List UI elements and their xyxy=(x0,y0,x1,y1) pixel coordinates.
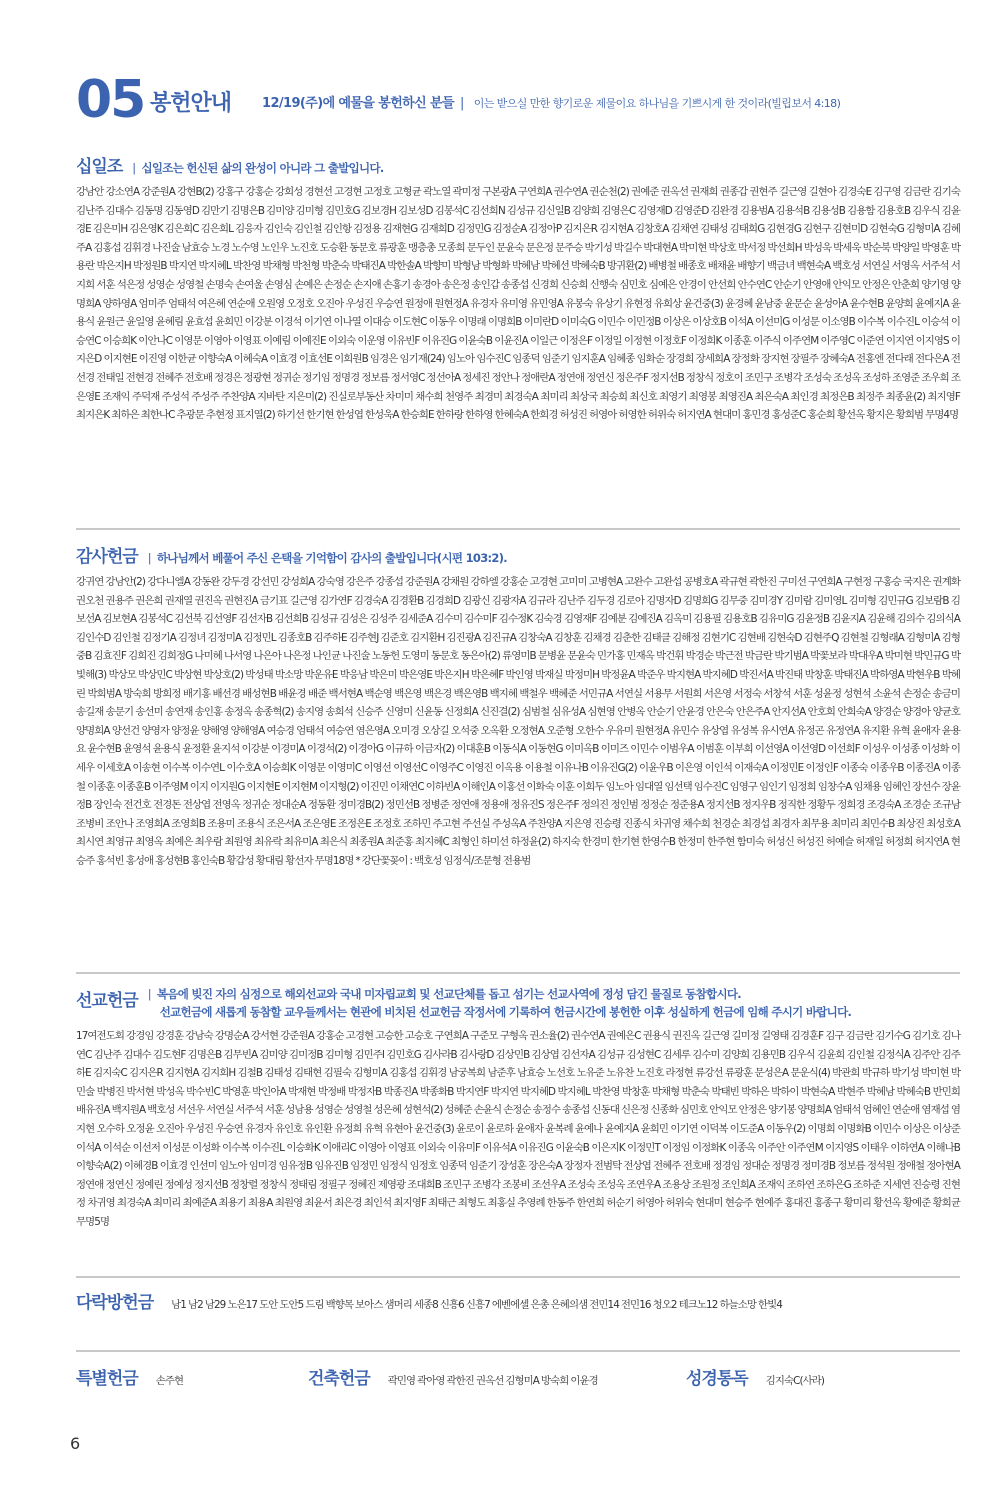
thanks-note: * 강단꽃꽂이 : 백호성 임정식/조문형 전용범 xyxy=(355,854,531,867)
tithe-description xyxy=(132,160,383,176)
mission-description-line1: 복음에 빚진 자의 심정으로 해외선교와 국내 미자립교회 및 선교단체를 돕고 섬기는 선교사역에 정성 담긴 물질로 동참합시다. xyxy=(156,987,741,1001)
tithe-description-text: 십일조는 헌신된 삶의 완성이 아니라 그 출발입니다. xyxy=(141,161,384,175)
bible-names: 김지숙C(사라) xyxy=(765,1375,825,1387)
tithe-title: 십일조 xyxy=(76,157,123,177)
thanks-title: 감사헌금 xyxy=(76,547,138,567)
section-number: 05 xyxy=(76,70,145,130)
special-offering xyxy=(76,1364,183,1391)
mission-description-line2: 선교헌금에 새롭게 동참할 교우들께서는 현관에 비치된 선교헌금 작정서에 기록하여 헌금시간에 봉헌한 이후 성실하게 헌금에 임해 주시기 바랍니다. xyxy=(159,1005,852,1019)
divider xyxy=(76,1350,960,1352)
subtitle-verse: 이는 받으실 만한 향기로운 제물이요 하나님을 기쁘시게 한 것이라(빌립보서 4:18) xyxy=(473,97,841,110)
building-names: 곽민영 곽아영 곽한진 권옥선 김형미A 방숙희 이윤경 xyxy=(387,1375,598,1387)
darakbang-title: 다락방헌금 xyxy=(76,1293,154,1313)
building-title: 건축헌금 xyxy=(308,1369,370,1389)
special-title: 특별헌금 xyxy=(76,1369,138,1389)
thanks-separator: | xyxy=(147,551,151,565)
thanks-header xyxy=(76,542,960,567)
mission-separator: | xyxy=(147,987,151,1001)
tithe-section xyxy=(76,152,960,425)
page-subtitle xyxy=(262,92,840,111)
page-number: 6 xyxy=(70,1434,81,1453)
tithe-header xyxy=(76,152,960,177)
thanks-description-text: 하나님께서 베풀어 주신 은택을 기억함이 감사의 출발입니다(시편 103:2). xyxy=(156,551,507,565)
bottom-offerings xyxy=(76,1364,960,1394)
tithe-separator: | xyxy=(132,161,136,175)
mission-header xyxy=(76,984,960,1021)
thanks-section xyxy=(76,542,960,871)
thanks-description xyxy=(148,550,507,566)
building-offering xyxy=(308,1364,598,1391)
special-names: 손주현 xyxy=(155,1375,184,1387)
tithe-names: 강남안 강소연A 강준원A 강현B(2) 강홍구 강홍순 강희성 경현선 고경현 고정호 고형균 곽노열 곽미정 구본광A 구연희A 권수연A 권순천(2) 권예준 권옥선 권재희 권종갑 권현주 길근영 길현아 김경숙E 김구영 김금란 김기숙 김난주 김대수 김동명 김동영D 김만기 김명은B 김미양 김미형 김민호G 김보경H 김보성D 김봉석C 김선희N 김성규 김신일B 김양희 김영은C 김영재D 김영준D 김완경 김용범A 김용석B 김용성B 김용함 김용호B 김우식 김윤경E 김은미H 김은영K 김은희C 김은희L 김응자 김인숙 김인철 김인항 김정용 김재현G 김재희D 김정민G 김정순A 김정아P 김지은R 김지현A 김창호A 김채연 김태성 김태희G 김현경G 김현구 김현미D 김현숙G 김형미A 김혜주A 김홍섭 김휘경 나진술 남효승 노경 노수영 노인우 노진호 도승환 동문호 류광훈 맹층총 모종희 문두인 문윤숙 문은정 문주승 박기성 박길수 박대현A 박미현 박상호 박서정 박선희H 박성욱 박세욱 박순북 박양일 박영훈 박용란 박은지H 박정원B 박지연 박지혜L 박찬영 박채형 박천형 박춘숙 박태진A 박한솔A 박향미 박형남 박형화 박혜남 박혜선 박혜숙B 방귀환(2) 배병철 배종호 배채윤 배향기 백금녀 백현숙A 백호성 서연실 서영옥 서주석 서지희 서훈 석은정 성영순 성영철 손명숙 손여울 손영심 손예은 손정순 손지애 손홍기 송경아 송은정 송인갑 송종섭 신경희 신승희 신행숙 심민호 심예은 안경이 안선희 안수연C 안순기 안영애 안익모 안정은 안춘희 양기영 양명희A 양하영A 엄미주 엄태석 여은혜 연순애 오원영 오정호 오진아 우성진 우승연 원정애 원현정A 유경자 유미영 유민영A 유봉숙 유상기 유현정 유희상 윤건중(3) 윤경혜 윤남중 윤문순 윤성아A 윤수현B 윤양희 윤예지A 윤용식 윤원근 윤일영 윤혜림 윤효섭 윤희민 이강분 이경석 이기연 이나열 이대승 이도현C 이동우 이명래 이명희B 이미란D 이미숙G 이민수 이민정B 이상은 이상호B 이석A 이선미G 이성문 이소영B 이수복 이수진L 이승석 이승연C 이승희K 이안나C 이영문 이영아 이영표 이예림 이예진E 이외숙 이운영 이유빈F 이유진G 이윤숙B 이윤진A 이일근 이정은F 이정일 이정현 이정호F 이정희K 이종훈 이주식 이주연M 이주영C 이준연 이지연 이지영S 이지은D 이지현E 이진영 이한균 이향숙A 이혜숙A 이효경 이효선E 이희원B 임경은 임기재(24) 임노아 임수진C 임종덕 임준기 임지훈A 임혜종 임화순 장경희 장세희A 장정화 장지현 장필주 장혜숙A 전홍엔 전다래 전다은A 전선경 전태일 전현경 전혜주 전호배 정경은 정광현 정귀순 정기임 정명경 정보름 정서영C 정선아A 정세진 정안나 정애란A 정연애 정연신 정은주F 정지선B 정창식 정호이 조민구 조병각 조성숙 조성옥 조성하 조영준 조우희 조은영E 조재익 주덕재 주성석 주성주 주찬양A 지바탄 지은미(2) 진실로부동산 차미미 채수희 천영주 최경미 최경숙A 최미리 최상국 최승희 최신호 최영기 최영봉 최영진A 최은숙A 최인경 최정은B 최정주 최종윤(2) 최지영F 최지은K 최하은 최한나C 추광문 추현정 표지열(2) 하기선 한기현 한성엽 한성욱A 한승희E 한하랑 한하영 한혜숙A 한희경 허성진 허영아 허영한 허위숙 허지연A 현대미 홍민경 홍성준C 홍순희 황선옥 황지은 황희범 무명4명 xyxy=(76,186,960,422)
mission-section xyxy=(76,984,960,1232)
thanks-names xyxy=(76,573,960,871)
darakbang-section xyxy=(76,1288,960,1315)
mission-names: 17여전도회 강경임 강경훈 강남숙 강명순A 강서현 강준원A 강홍순 고경현 고승한 고승호 구연희A 구준모 구형옥 권소율(2) 권수연A 권예은C 권용식 권진옥 길근영 길미정 길영태 김경훈F 김구 김금란 김기수G 김기호 김나연C 김난주 김대수 김도현F 김명은B 김무빈A 김미양 김미정B 김미형 김민주I 김민호G 김사라B 김사랑D 김상민B 김상엽 김선자A 김성규 김성현C 김세루 김수미 김양희 김용민B 김우식 김윤희 김인철 김정식A 김주안 김주하E 김지숙C 김지은R 김지현A 김지희H 김철B 김태성 김태현 김필숙 김형미A 김홍섭 김휘경 남궁복희 남준후 남효승 노선호 노유준 노유찬 노진호 라정현 류강선 류광훈 문성은A 문운식(4) 박관희 박규하 박기성 박미현 박민술 박병진 박서현 박성옥 박수빈C 박영훈 박인아A 박재현 박정배 박정자B 박종진A 박종화B 박지연F 박지연 박지혜D 박지혜L 박찬영 박창훈 박채형 박춘숙 박태빈 박하은 박하이 박현숙A 박현주 박혜남 박혜숙B 반민희 배유진A 백지원A 백호성 서선우 서연실 서주석 서훈 성남용 성영순 성영철 성은혜 성현석(2) 성혜준 손윤식 손정순 송정수 송종섭 신동대 신은정 신종화 심민호 안익모 안정은 양기봉 양명희A 엄태석 엄혜인 연순애 염재섭 염지현 오수하 오정윤 오진아 우성진 우승연 유경자 유인호 유인환 유정희 유혁 유현아 윤건중(3) 윤로이 윤로하 윤애자 윤복례 윤예나 윤예지A 윤희민 이기연 이덕복 이도준A 이동우(2) 이명희 이명화B 이민수 이상은 이상준 이석A 이석순 이선저 이성문 이성화 이수복 이수진L 이승화K 이애리C 이영아 이영표 이외숙 이유미F 이유석A 이유진G 이윤숙B 이은지K 이정민T 이정임 이정화K 이종옥 이주안 이주연M 이지영S 이태우 이하연A 이해나B 이향숙A(2) 이혜경B 이효경 인선미 임노아 임미경 임유정B 임유진B 임정민 임정식 임정호 임종덕 임준기 장성훈 장은숙A 장정자 전범탁 전상엽 전혜주 전호배 정경임 정대순 정명경 정미경B 정보름 정석원 정애철 정아현A 정연애 정연신 정예린 정예성 정지선B 정창렬 정창식 정태림 정필구 정혜진 제영광 조대희B 조민구 조병각 조봉비 조선우A 조성숙 조성옥 조연우A 조용상 조원정 조인희A 조재익 조하연 조하은G 조하준 지세연 진승령 진현정 차귀영 최경숙A 최미리 최예준A 최용기 최용A 최원영 최윤서 최은경 최인석 최지영F 최태근 최형도 최홍실 추영례 한동주 한연희 허순기 허영아 허위숙 현대미 현승주 현예주 홍대진 홍종구 황미리 황선옥 황예준 황희균 무명5명 xyxy=(76,1030,960,1228)
subtitle-separator: | xyxy=(459,96,464,111)
mission-description xyxy=(148,984,851,1021)
subtitle-text: 12/19(주)에 예물을 봉헌하신 분들 xyxy=(262,96,454,111)
divider xyxy=(76,972,960,974)
thanks-names-text: 강귀연 강남안(2) 강다니엘A 강동완 강두경 강선민 강성희A 강숙영 강은주 강종섭 강준원A 강채원 강하엘 강홍순 고경현 고미미 고병현A 고완수 고완섭 공병호A 곽규현 곽한진 구미선 구연희A 구현정 구홍승 국지은 권계화 권오천 권용주 권은희 권재열 권진옥 권현진A 금기표 길근영 김가연F 김경숙A 김경환B 김경희D 김광신 김광자A 김규라 김난주 김두경 김로아 김명자D 김명희G 김무중 김미경Y 김미람 김미영L 김미형 김민규G 김보람B 김보선A 김보현A 김봉석C 김선북 김선영F 김선자B 김선희B 김성규 김성은 김성주 김세준A 김수미 김수미F 김수정K 김숙경 김영재F 김예분 김예진A 김옥미 김용필 김용호B 김유미G 김윤정B 김윤지A 김윤해 김의수 김의식A 김인수D 김인철 김정기A 김정녀 김정미A 김정민L 김종호B 김주하E 김주현J 김준호 김지환H 김진광A 김진규A 김창숙A 김창훈 김채경 김춘한 김태클 김해정 김현기C 김현배 김현숙D 김현주Q 김현철 김형래A 김형미A 김형중B 김효진F 김희진 김희정G 나미혜 나서영 나은아 나은정 나인균 나진술 노동헌 도영미 동문호 동은아(2) 류영미B 문병윤 문윤숙 민가홍 민재옥 박건휘 박경순 박근전 박금란 박기범A 박꽃보라 박대우A 박미현 박민규G 박빛해(3) 박상모 박상민C 박상현 박상호(2) 박성태 박소망 박운유E 박응남 박은미 박은영E 박은지H 박은혜F 박인영 박재실 박정미H 박정윤A 박준우 박지현A 박지혜D 박진서A 박진태 박창훈 박태진A 박하영A 박현우B 박혜린 박희범A 방숙희 방희정 배기홍 배선경 배성현B 배윤경 배준 백서현A 백순영 백은영 백은경 백은영B 백지혜 백철우 백혜준 서민규A 서연실 서용무 서원희 서은영 서정숙 서창석 서훈 성윤정 성현석 소윤석 손정순 송금미 송길재 송문기 송선미 송연재 송인홍 송정옥 송종혁(2) 송지영 송희석 신승주 신영미 신윤동 신정희A 신진결(2) 심범철 심유성A 심현영 안병옥 안순기 안윤경 안은숙 안은주A 안지선A 안호희 안희숙A 양경순 양경아 양균호 양명희A 양선건 양영자 양정윤 양해영 양해영A 여승경 엄태석 여승연 염은영A 오미경 오상길 오석중 오옥환 오정현A 오준형 오한수 우유미 원현정A 유민수 유상엽 유성복 유시연A 유정곤 유정연A 유지환 유혁 윤애자 윤용요 윤수현B 윤영석 윤용식 윤정환 윤지석 이강분 이경미A 이경석(2) 이경아G 이규하 이금자(2) 이대훈B 이동식A 이동현G 이미옥B 이미즈 이민수 이범우A 이범훈 이부희 이선영A 이선영D 이선희F 이성우 이성종 이성화 이세우 이세호A 이송현 이수복 이수연L 이수호A 이승희K 이영문 이영미C 이영선 이영선C 이영주C 이영진 이옥용 이용철 이유나B 이유진G(2) 이윤우B 이은영 이인석 이재숙A 이정민E 이정인F 이종숙 이종우B 이종진A 이종철 이종훈 이종훈B 이주영M 이지 이지원G 이지현E 이지현M 이지형(2) 이진민 이채연C 이하빈A 이해인A 이홍선 이화숙 이훈 이희두 임노아 임대열 임선택 임수진C 임영구 임인기 임정희 임창수A 임채용 임혜인 장선수 장윤정B 장인숙 전건호 전경돈 전상엽 전영옥 정귀순 정대순A 정동환 정미경B(2) 정민선B 정병준 정연애 정용애 정유진S 정은주F 정의진 정인범 정정순 정준용A 정지선B 정지우B 정직한 정황두 정희경 조경숙A 조경순 조규남 조병비 조안나 조영희A 조영희B 조용미 조용식 조은서A 조은영E 조정은E 조정호 조하민 주고현 주선실 주성옥A 주찬양A 지은영 진승령 진종식 차귀영 채수희 천경순 최경섭 최경자 최무용 최미리 최민수B 최상진 최성호A 최시연 최영규 최영옥 최예은 최우람 최원영 최유락 최유미A 최은식 최종원A 최준홍 최지혜C 최형인 하미선 하정윤(2) 하지숙 한경미 한기현 한영수B 한정미 한주현 함미숙 허성신 허성진 허예슬 허재일 허정희 허지연A 현승주 홍석빈 홍성애 홍성현B 홍인숙B 황갑성 황대림 황선자 무명18명 xyxy=(76,576,960,867)
darakbang-names: 남1 남2 남29 노은17 도안 도안5 드림 백향목 보아스 샘머리 세종8 신흥6 신흥7 에벤에셀 은총 은혜의샘 전민14 전민16 청오2 테크노12 하늘소망 한빛4 xyxy=(171,1299,782,1311)
page-header xyxy=(76,72,956,132)
bible-title: 성경통독 xyxy=(686,1369,748,1389)
page-title: 봉헌안내 xyxy=(150,91,232,116)
bible-reading xyxy=(686,1364,824,1391)
mission-title: 선교헌금 xyxy=(76,991,138,1011)
divider xyxy=(76,528,960,530)
divider xyxy=(76,1276,960,1278)
